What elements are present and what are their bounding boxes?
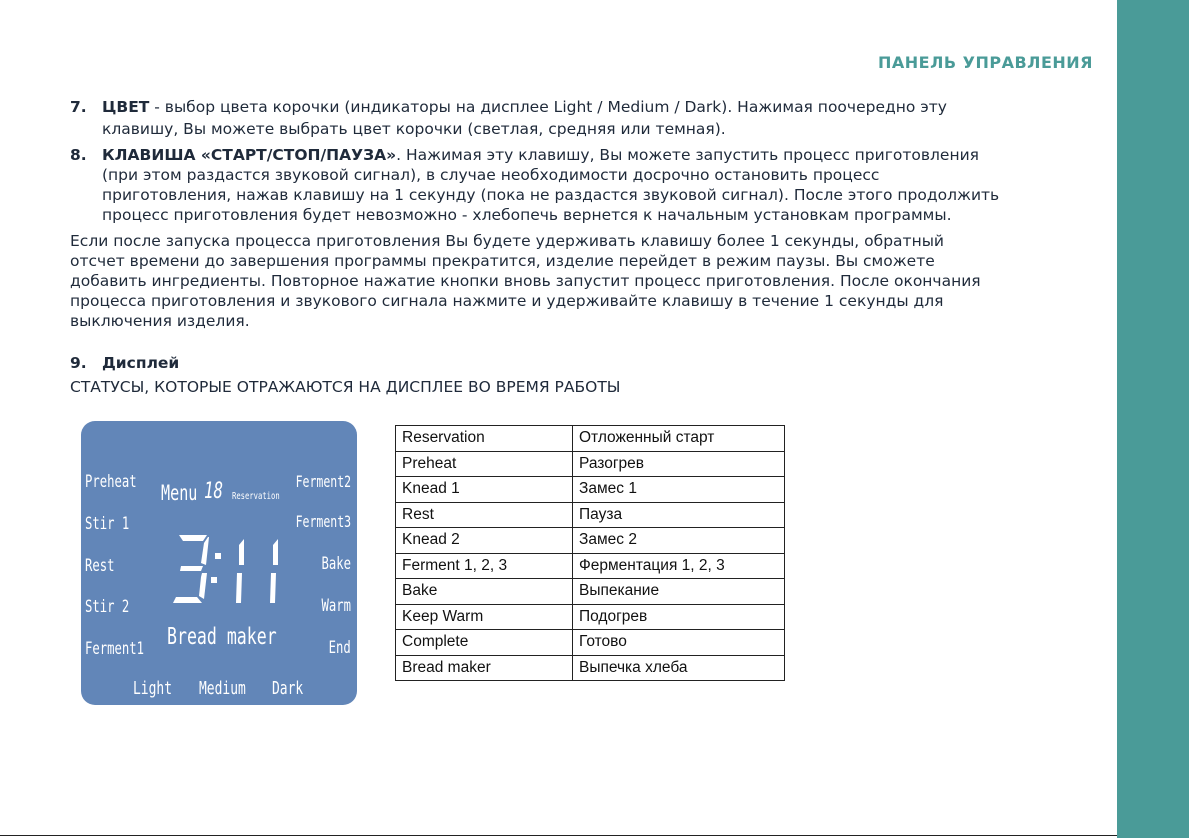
paragraph-line: процесса приготовления и звукового сигнала нажмите и удерживайте клавишу в течение 1 секунды для [70, 292, 944, 310]
status-code-cell: Bake [396, 579, 573, 605]
paragraph-line: отсчет времени до завершения программы прекратится, изделие перейдет в режим паузы. Вы сможете [70, 252, 935, 270]
table-row [396, 426, 785, 452]
status-meaning-cell: Выпекание [573, 579, 785, 605]
item-7-text: - выбор цвета корочки (индикаторы на дисплее Light / Medium / Dark). Нажимая поочередно эту [149, 98, 947, 116]
item-8-number: 8. [70, 146, 87, 164]
lcd-menu-number: 18 [204, 479, 224, 504]
status-code-cell: Ferment 1, 2, 3 [396, 553, 573, 579]
status-meaning-cell: Пауза [573, 502, 785, 528]
status-meaning-cell: Готово [573, 630, 785, 656]
lcd-warm: Warm [321, 596, 351, 616]
lcd-time-readout [173, 533, 291, 609]
status-meaning-cell: Разогрев [573, 451, 785, 477]
lcd-bake: Bake [321, 554, 351, 574]
table-row [396, 528, 785, 554]
lcd-medium: Medium [199, 678, 246, 699]
lcd-ferment1: Ferment1 [85, 639, 144, 659]
item-7-line-1 [102, 97, 947, 118]
lcd-ferment3: Ferment3 [295, 512, 351, 531]
status-code-cell: Knead 1 [396, 477, 573, 503]
status-code-cell: Complete [396, 630, 573, 656]
section-header: ПАНЕЛЬ УПРАВЛЕНИЯ [878, 53, 1093, 72]
status-code-cell: Preheat [396, 451, 573, 477]
side-accent-band [1117, 0, 1189, 838]
table-row [396, 477, 785, 503]
table-row [396, 451, 785, 477]
status-code-cell: Bread maker [396, 655, 573, 681]
lcd-rest: Rest [85, 556, 115, 576]
table-row [396, 579, 785, 605]
status-meaning-cell: Выпечка хлеба [573, 655, 785, 681]
status-code-cell: Reservation [396, 426, 573, 452]
lcd-menu-label: Menu [161, 481, 198, 505]
lcd-dark: Dark [272, 678, 304, 699]
item-9-number: 9. [70, 354, 87, 372]
table-row [396, 630, 785, 656]
lcd-preheat: Preheat [85, 472, 137, 492]
item-8-line-4: процесс приготовления будет невозможно - хлебопечь вернется к начальным установкам программы. [102, 206, 952, 224]
item-8-line-2: (при этом раздастся звуковой сигнал), в случае необходимости досрочно остановить процесс [102, 166, 880, 184]
item-8-line-1 [102, 145, 979, 166]
item-7-line-2: клавишу, Вы можете выбрать цвет корочки (светлая, средняя или темная). [102, 120, 726, 138]
bottom-rule [0, 835, 1117, 836]
paragraph-line: Если после запуска процесса приготовления Вы будете удерживать клавишу более 1 секунды, обратный [70, 232, 945, 250]
item-8-line-3: приготовления, нажав клавишу на 1 секунду (пока не раздастся звуковой сигнал). После этого продолжить [102, 186, 1000, 204]
status-table [395, 425, 785, 681]
lcd-bread-maker: Bread maker [167, 624, 277, 650]
lcd-light: Light [133, 678, 173, 699]
table-row [396, 655, 785, 681]
status-meaning-cell: Отложенный старт [573, 426, 785, 452]
table-row [396, 553, 785, 579]
table-row [396, 502, 785, 528]
item-8-text: . Нажимая эту клавишу, Вы можете запустить процесс приготовления [396, 146, 979, 164]
item-7-number: 7. [70, 98, 87, 116]
item-9-subtitle: СТАТУСЫ, КОТОРЫЕ ОТРАЖАЮТСЯ НА ДИСПЛЕЕ ВО ВРЕМЯ РАБОТЫ [70, 378, 621, 396]
item-8-title: КЛАВИША «СТАРТ/СТОП/ПАУЗА» [102, 146, 397, 164]
status-meaning-cell: Подогрев [573, 604, 785, 630]
status-meaning-cell: Ферментация 1, 2, 3 [573, 553, 785, 579]
lcd-reservation: Reservation [232, 491, 280, 502]
lcd-stir2: Stir 2 [85, 597, 130, 617]
status-code-cell: Keep Warm [396, 604, 573, 630]
lcd-end: End [328, 638, 351, 658]
lcd-stir1: Stir 1 [85, 514, 130, 534]
item-7-title: ЦВЕТ [102, 98, 150, 116]
status-code-cell: Rest [396, 502, 573, 528]
status-meaning-cell: Замес 2 [573, 528, 785, 554]
item-9-title: Дисплей [102, 354, 180, 372]
status-meaning-cell: Замес 1 [573, 477, 785, 503]
seven-segment-digits [173, 533, 291, 605]
paragraph-line: выключения изделия. [70, 312, 250, 330]
lcd-ferment2: Ferment2 [295, 472, 351, 491]
lcd-display [81, 421, 357, 705]
table-row [396, 604, 785, 630]
paragraph-line: добавить ингредиенты. Повторное нажатие кнопки вновь запустит процесс приготовления. После окончания [70, 272, 981, 290]
status-code-cell: Knead 2 [396, 528, 573, 554]
